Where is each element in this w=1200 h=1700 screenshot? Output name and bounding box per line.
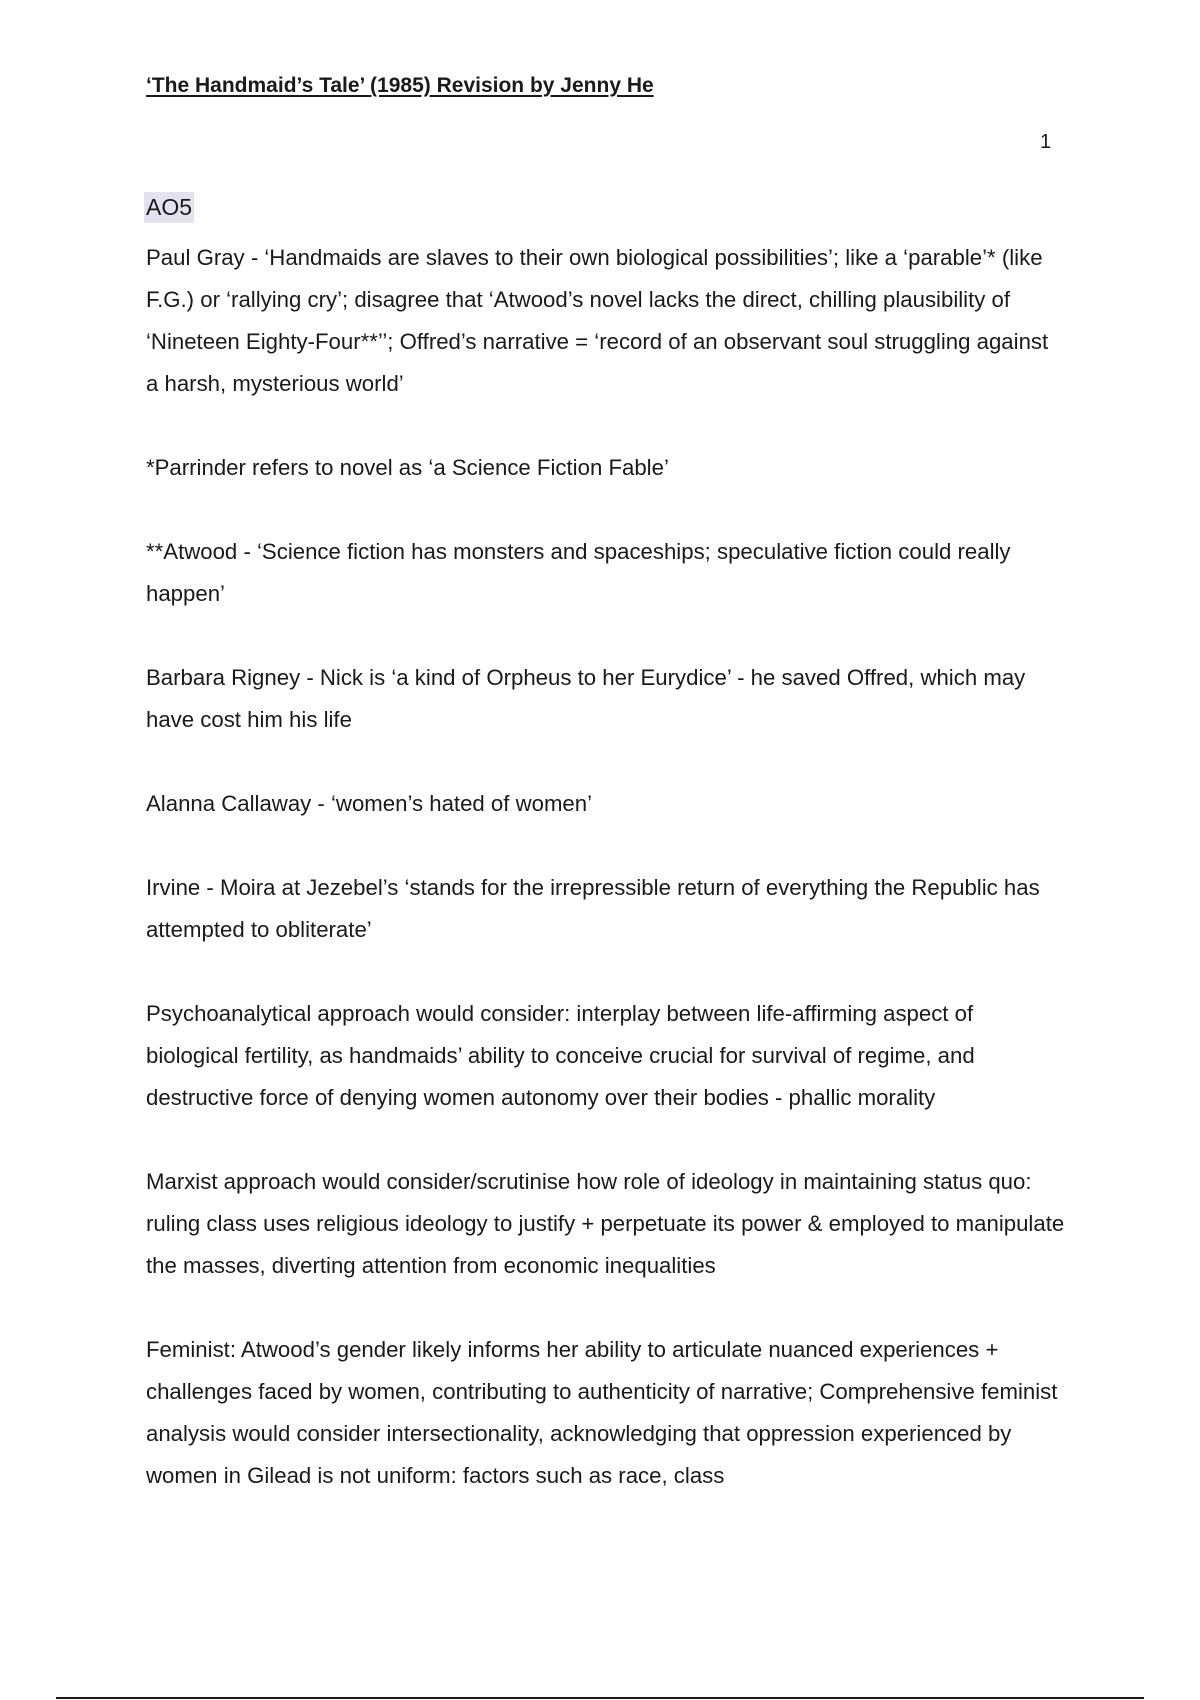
paragraph-alanna-callaway: Alanna Callaway - ‘women’s hated of women’ <box>146 791 593 816</box>
document-title: ‘The Handmaid’s Tale’ (1985) Revision by Jenny He <box>146 74 654 97</box>
paragraph-barbara-rigney: Barbara Rigney - Nick is ‘a kind of Orpheus to her Eurydice’ - he saved Offred, which may have cost him his life <box>146 665 1026 732</box>
paragraph-psychoanalytical: Psychoanalytical approach would consider: interplay between life-affirming aspect of biological fertility, as handmaids’ ability to conceive crucial for survival of regime, and destructive force of denying women autonomy over their bodies - phallic morality <box>146 1001 975 1110</box>
paragraph-feminist: Feminist: Atwood’s gender likely informs her ability to articulate nuanced experiences + challenges faced by women, contributing to authenticity of narrative; Comprehensive feminist analysis would consider intersectionality, acknowledging that oppression experienced by women in Gilead is not uniform: factors such as race, class <box>146 1337 1058 1488</box>
footer-rule <box>56 1697 1144 1699</box>
paragraph-parrinder-footnote: *Parrinder refers to novel as ‘a Science Fiction Fable’ <box>146 455 669 480</box>
document-body <box>146 237 1066 1539</box>
section-heading-ao5: AO5 <box>144 192 194 223</box>
paragraph-irvine: Irvine - Moira at Jezebel’s ‘stands for the irrepressible return of everything the Republic has attempted to obliterate’ <box>146 875 1040 942</box>
paragraph-marxist: Marxist approach would consider/scrutinise how role of ideology in maintaining status quo: ruling class uses religious ideology to justify + perpetuate its power & employed to manipulate the masses, diverting attention from economic inequalities <box>146 1169 1065 1278</box>
paragraph-atwood-footnote: **Atwood - ‘Science fiction has monsters and spaceships; speculative fiction could really happen’ <box>146 539 1011 606</box>
paragraph-paul-gray: Paul Gray - ‘Handmaids are slaves to their own biological possibilities’; like a ‘parable’* (like F.G.) or ‘rallying cry’; disagree that ‘Atwood’s novel lacks the direct, chilling plausibility of ‘Nineteen Eighty-Four**’’; Offred’s narrative = ‘record of an observant soul struggling against a harsh, mysterious world’ <box>146 245 1049 396</box>
page-number: 1 <box>1040 131 1052 153</box>
